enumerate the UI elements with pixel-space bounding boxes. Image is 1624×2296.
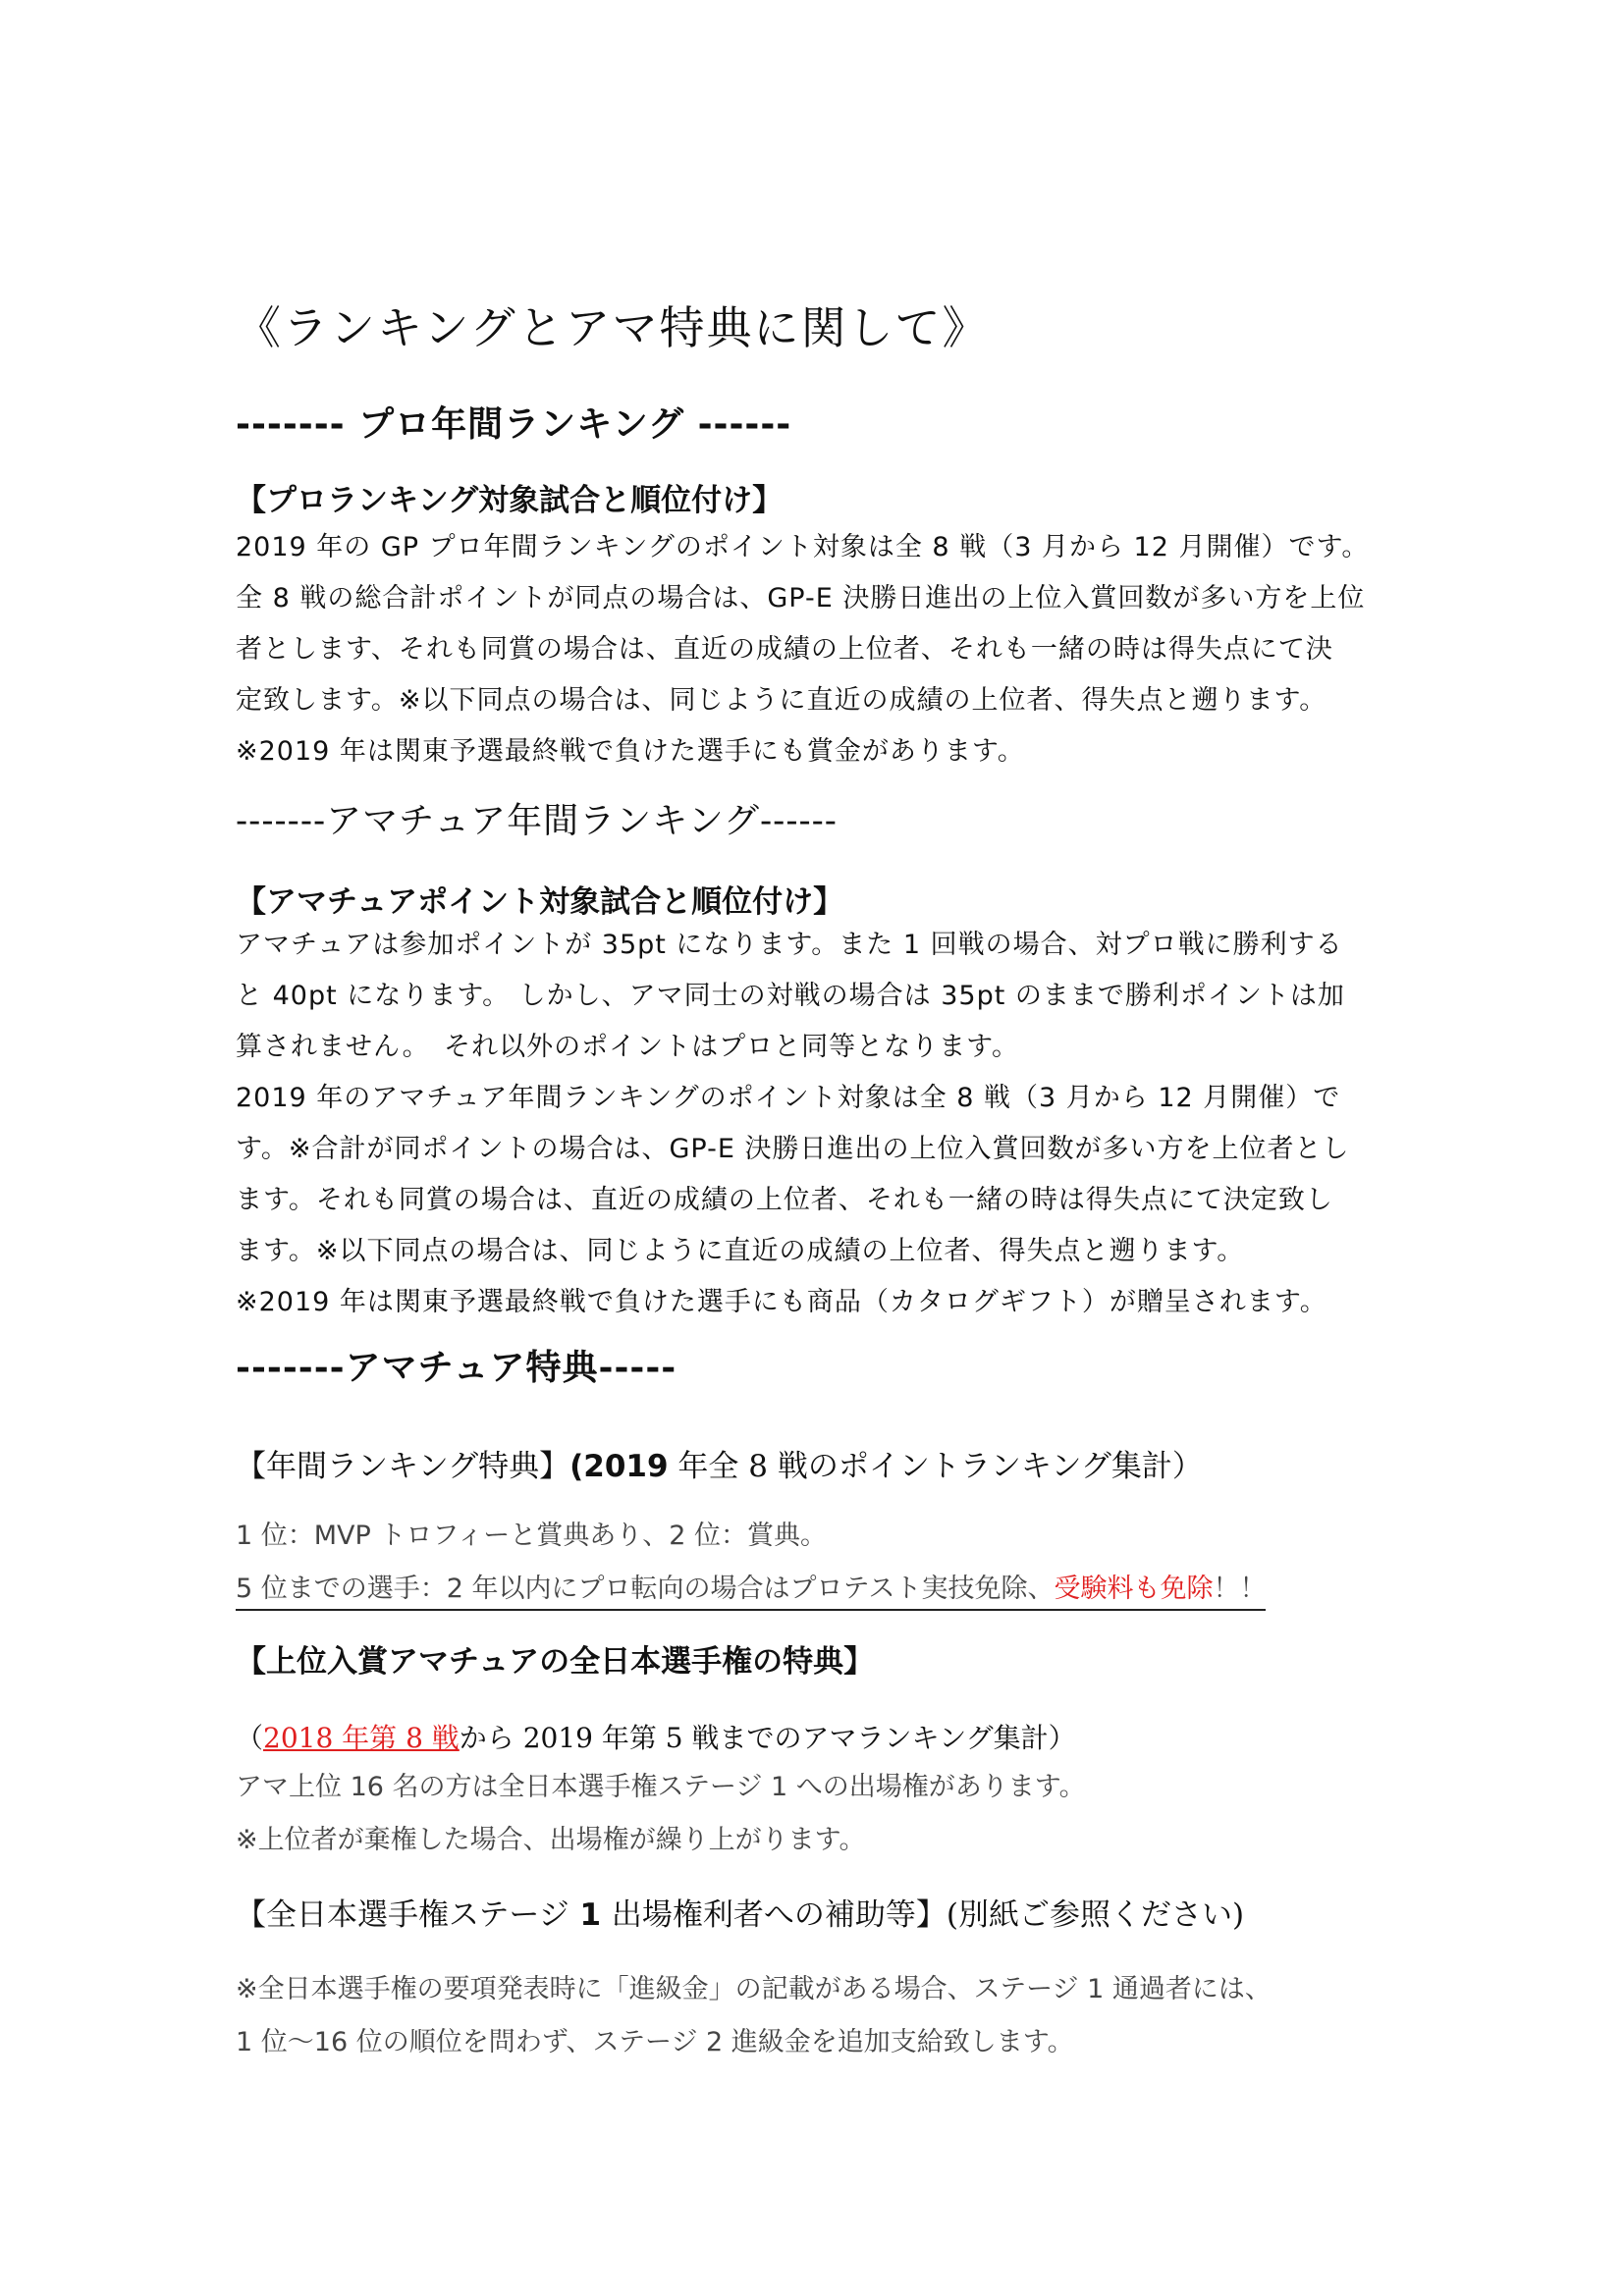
- amateur-body-line: 2019 年のアマチュア年間ランキングのポイント対象は全 8 戦（3 月から 12 月開催）で: [236, 1083, 1341, 1113]
- pro-body-line: 2019 年の GP プロ年間ランキングのポイント対象は全 8 戦（3 月から 12 月開催）です。: [236, 532, 1370, 562]
- annual-benefit-line-2: [236, 1563, 1414, 1616]
- amateur-body-line: ※2019 年は関東予選最終戦で負けた選手にも商品（カタログギフト）が贈呈されます。: [236, 1287, 1327, 1317]
- support-line-2: 1 位〜16 位の順位を問わず、ステージ 2 進級金を追加支給致します。: [236, 2027, 1074, 2057]
- all-japan-line-2: ※上位者が棄権した場合、出場権が繰り上がります。: [236, 1825, 866, 1855]
- annual-benefit-line-1: 1 位：MVP トロフィーと賞典あり、2 位：賞典。: [236, 1521, 827, 1551]
- amateur-body-line: アマチュアは参加ポイントが 35pt になります。また 1 回戦の場合、対プロ戦に勝利する: [236, 930, 1343, 960]
- amateur-body-line: ます。それも同賞の場合は、直近の成績の上位者、それも一緒の時は得失点にて決定致し: [236, 1185, 1333, 1215]
- stage1-support-title: [236, 1890, 1414, 1934]
- annual-title-rest: 年全 8 戦のポイントランキング集計）: [668, 1449, 1203, 1484]
- amateur-body-line: す。※合計が同ポイントの場合は、GP-E 決勝日進出の上位入賞回数が多い方を上位者とし: [236, 1134, 1350, 1164]
- annual-title-bold: (2019: [569, 1449, 669, 1484]
- annual-ranking-benefit-title: [236, 1441, 1414, 1485]
- pro-body-line: 定致します。※以下同点の場合は、同じように直近の成績の上位者、得失点と遡ります。: [236, 685, 1327, 716]
- pro-body-line: 全 8 戦の総合計ポイントが同点の場合は、GP-E 決勝日進出の上位入賞回数が多い方を上位: [236, 583, 1366, 614]
- exam-fee-waiver-highlight: 受験料も免除: [1054, 1574, 1214, 1604]
- all-japan-period: [236, 1712, 1414, 1765]
- period-rest: から 2019 年第 5 戦までのアマランキング集計）: [459, 1722, 1076, 1754]
- all-japan-line-1: アマ上位 16 名の方は全日本選手権ステージ 1 への出場権があります。: [236, 1772, 1086, 1802]
- all-japan-benefit-body: [236, 1761, 1414, 1867]
- support-title-rest: 出場権利者への補助等】(別紙ご参照ください): [611, 1897, 1245, 1933]
- document-title: 《ランキングとアマ特典に関して》: [236, 301, 990, 354]
- amateur-benefits-heading: -------アマチュア特典-----: [236, 1347, 677, 1388]
- pro-body-line: ※2019 年は関東予選最終戦で負けた選手にも賞金があります。: [236, 736, 1025, 767]
- support-line-1: ※全日本選手権の要項発表時に「進級金」の記載がある場合、ステージ 1 通過者には、: [236, 1974, 1272, 2004]
- annual-benefit-exclaim: ！！: [1213, 1574, 1267, 1604]
- annual-benefit-main: 5 位までの選手：2 年以内にプロ転向の場合はプロテスト実技免除、: [236, 1574, 1055, 1604]
- annual-title-bracket: 【年間ランキング特典】: [236, 1449, 570, 1484]
- pro-ranking-body: [236, 522, 1414, 777]
- annual-ranking-benefit-body: [236, 1510, 1414, 1616]
- pro-body-line: 者とします、それも同賞の場合は、直近の成績の上位者、それも一緒の時は得失点にて決: [236, 634, 1333, 665]
- amateur-ranking-subheading: 【アマチュアポイント対象試合と順位付け】: [236, 884, 844, 920]
- support-title-bracket: 【全日本選手権ステージ: [236, 1897, 569, 1933]
- amateur-body-line: ます。※以下同点の場合は、同じように直近の成績の上位者、得失点と遡ります。: [236, 1236, 1245, 1266]
- amateur-ranking-heading: -------アマチュア年間ランキング------: [236, 801, 838, 841]
- amateur-ranking-body: [236, 920, 1414, 1328]
- support-title-bold: 1: [568, 1897, 612, 1933]
- period-open: （: [236, 1722, 264, 1754]
- amateur-body-line: 算されません。 それ以外のポイントはプロと同等となります。: [236, 1032, 1019, 1062]
- amateur-body-line: と 40pt になります。 しかし、アマ同士の対戦の場合は 35pt のままで勝利ポイントは加: [236, 981, 1345, 1011]
- pro-ranking-heading: ------- プロ年間ランキング ------: [236, 404, 792, 445]
- all-japan-benefit-title: 【上位入賞アマチュアの全日本選手権の特典】: [236, 1644, 875, 1680]
- pro-ranking-subheading: 【プロランキング対象試合と順位付け】: [236, 483, 784, 518]
- annual-benefit-underlined: [236, 1570, 1266, 1611]
- period-start-highlight: 2018 年第 8 戦: [263, 1722, 460, 1754]
- stage1-support-body: [236, 1963, 1414, 2069]
